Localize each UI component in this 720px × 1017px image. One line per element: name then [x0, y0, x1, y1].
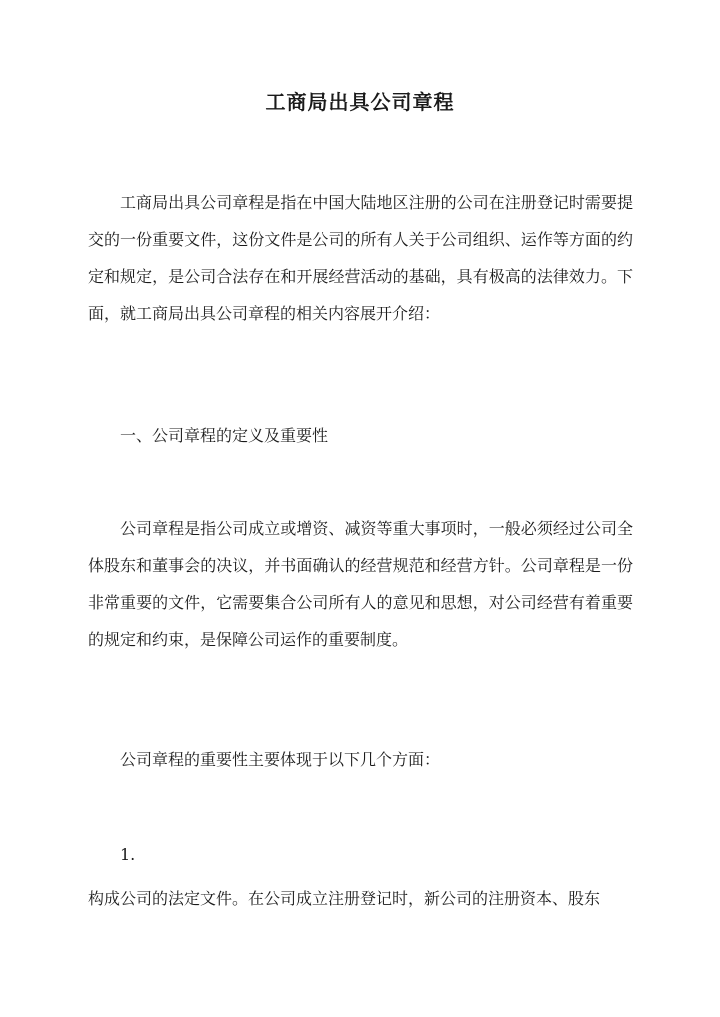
section-heading: 一、公司章程的定义及重要性 — [120, 426, 329, 445]
list-item-number: 1. — [120, 845, 136, 864]
document-title: 工商局出具公司章程 — [265, 90, 455, 114]
definition-paragraph: 公司章程是指公司成立或增资、减资等重大事项时，一般必须经过公司全体股东和董事会的决议，并书面确认的经营规范和经营方针。公司章程是一份非常重要的文件，它需要集合公司所有人的意见和思想，对公司经营有着重要的规定和约束，是保障公司运作的重要制度。 — [88, 519, 633, 649]
importance-intro: 公司章程的重要性主要体现于以下几个方面： — [120, 750, 441, 769]
intro-paragraph: 工商局出具公司章程是指在中国大陆地区注册的公司在注册登记时需要提交的一份重要文件，这份文件是公司的所有人关于公司组织、运作等方面的约定和规定，是公司合法存在和开展经营活动的基础，具有极高的法律效力。下面，就工商局出具公司章程的相关内容展开介绍： — [88, 193, 633, 323]
list-item-text: 构成公司的法定文件。在公司成立注册登记时，新公司的注册资本、股东 — [88, 889, 601, 908]
